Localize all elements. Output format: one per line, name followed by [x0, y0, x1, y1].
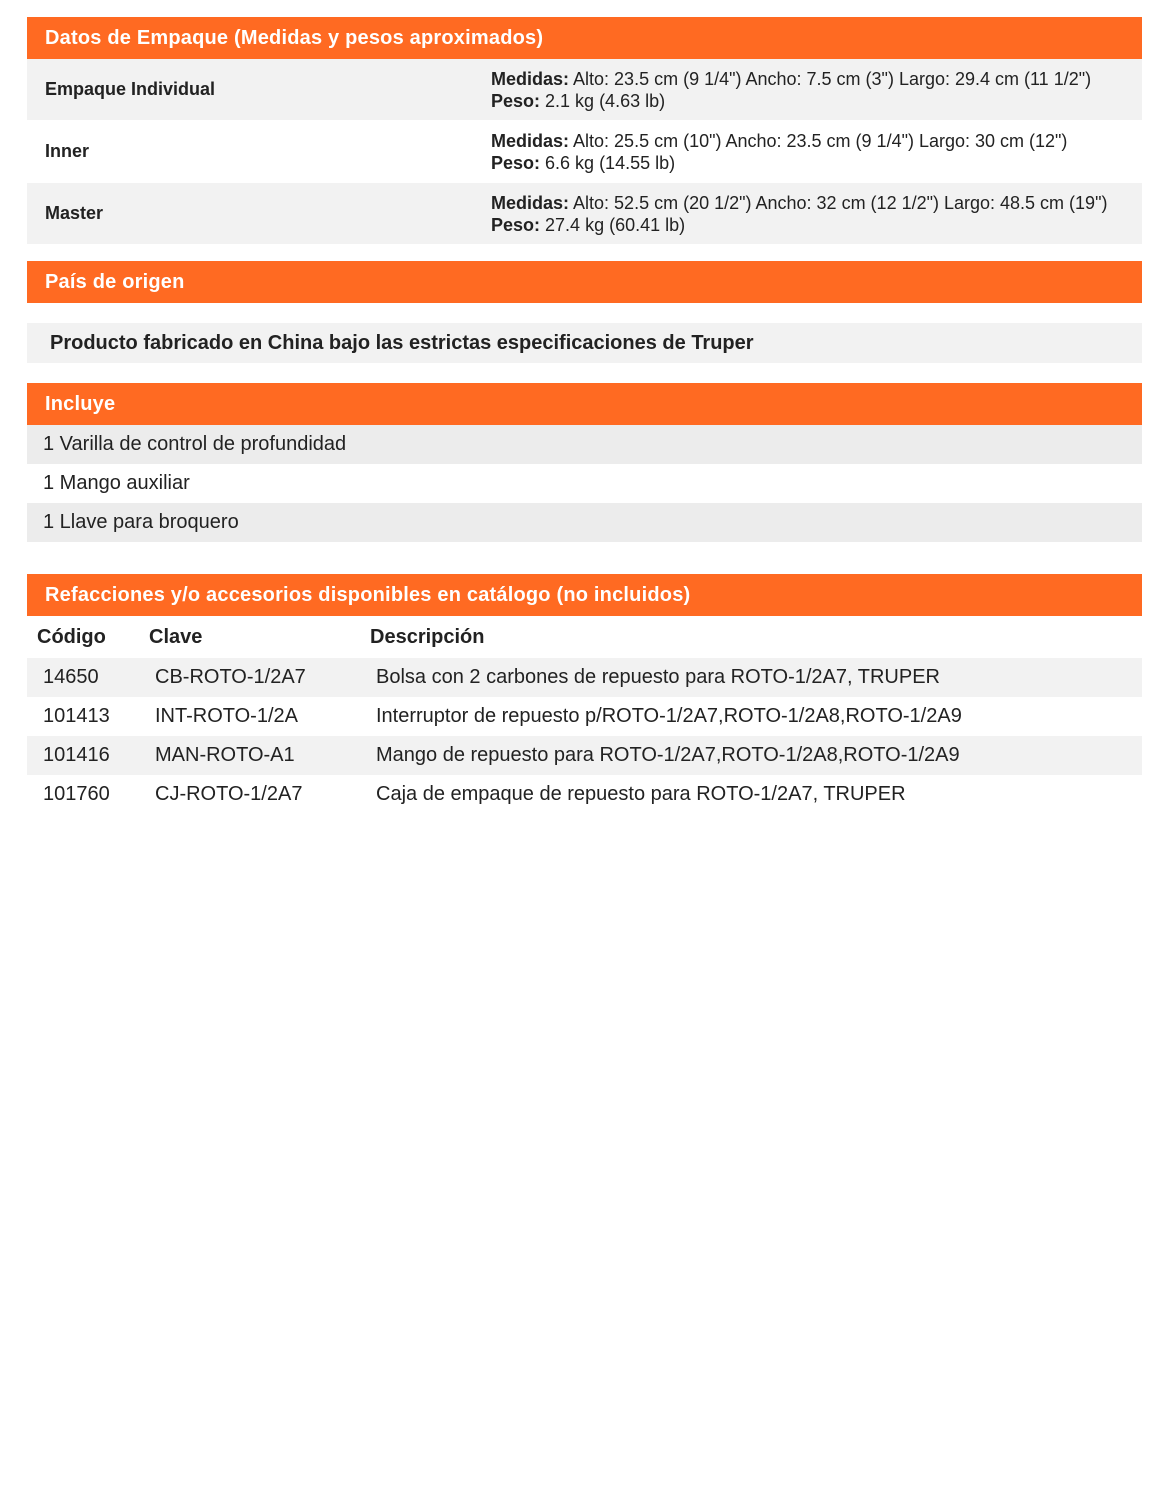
medidas-value: Alto: 25.5 cm (10") Ancho: 23.5 cm (9 1/4") Largo: 30 cm (12"): [569, 130, 1068, 151]
table-header: [27, 616, 1142, 658]
cell-clave: CJ-ROTO-1/2A7: [155, 783, 303, 805]
column-header-codigo: Código: [37, 626, 106, 648]
cell-clave: CB-ROTO-1/2A7: [155, 666, 306, 688]
refacciones-header: Refacciones y/o accesorios disponibles en catálogo (no incluidos): [27, 574, 1142, 616]
cell-codigo: 101413: [43, 705, 110, 727]
medidas-label: Medidas:: [491, 192, 570, 213]
medidas-value: Alto: 23.5 cm (9 1/4") Ancho: 7.5 cm (3") Largo: 29.4 cm (11 1/2"): [569, 68, 1092, 89]
list-item: 1 Varilla de control de profundidad: [27, 425, 1142, 464]
table-row: [27, 697, 1142, 736]
column-header-clave: Clave: [149, 626, 203, 648]
table-row: [27, 658, 1142, 697]
pack-row-inner: [27, 121, 1142, 183]
column-header-descripcion: Descripción: [370, 626, 485, 648]
table-row: [27, 736, 1142, 775]
peso-value: 2.1 kg (4.63 lb): [540, 90, 666, 111]
origen-header: País de origen: [27, 261, 1142, 303]
pack-value: [491, 130, 1142, 174]
origen-text: Producto fabricado en China bajo las estrictas especificaciones de Truper: [27, 323, 1142, 363]
cell-codigo: 101760: [43, 783, 110, 805]
medidas-label: Medidas:: [491, 68, 570, 89]
cell-descripcion: Mango de repuesto para ROTO-1/2A7,ROTO-1/2A8,ROTO-1/2A9: [376, 744, 960, 766]
pack-label: Empaque Individual: [45, 79, 216, 99]
pack-label: Master: [45, 203, 104, 223]
empaque-header: Datos de Empaque (Medidas y pesos aproximados): [27, 17, 1142, 59]
peso-label: Peso:: [491, 90, 541, 111]
incluye-header: Incluye: [27, 383, 1142, 425]
pack-row-individual: [27, 59, 1142, 121]
pack-value: [491, 68, 1142, 112]
list-item: 1 Llave para broquero: [27, 503, 1142, 542]
list-item: 1 Mango auxiliar: [43, 472, 190, 494]
peso-value: 27.4 kg (60.41 lb): [540, 214, 686, 235]
peso-label: Peso:: [491, 152, 541, 173]
cell-descripcion: Bolsa con 2 carbones de repuesto para ROTO-1/2A7, TRUPER: [376, 666, 940, 688]
medidas-label: Medidas:: [491, 130, 570, 151]
peso-label: Peso:: [491, 214, 541, 235]
table-row: [27, 775, 1142, 814]
cell-clave: MAN-ROTO-A1: [155, 744, 295, 766]
pack-row-master: [27, 183, 1142, 245]
page: [27, 17, 1142, 814]
peso-value: 6.6 kg (14.55 lb): [540, 152, 676, 173]
cell-codigo: 14650: [43, 666, 99, 688]
pack-value: [491, 192, 1142, 236]
medidas-value: Alto: 52.5 cm (20 1/2") Ancho: 32 cm (12 1/2") Largo: 48.5 cm (19"): [569, 192, 1108, 213]
cell-descripcion: Caja de empaque de repuesto para ROTO-1/2A7, TRUPER: [376, 783, 906, 805]
cell-clave: INT-ROTO-1/2A: [155, 705, 298, 727]
cell-descripcion: Interruptor de repuesto p/ROTO-1/2A7,ROTO-1/2A8,ROTO-1/2A9: [376, 705, 962, 727]
pack-label: Inner: [45, 141, 90, 161]
cell-codigo: 101416: [43, 744, 110, 766]
